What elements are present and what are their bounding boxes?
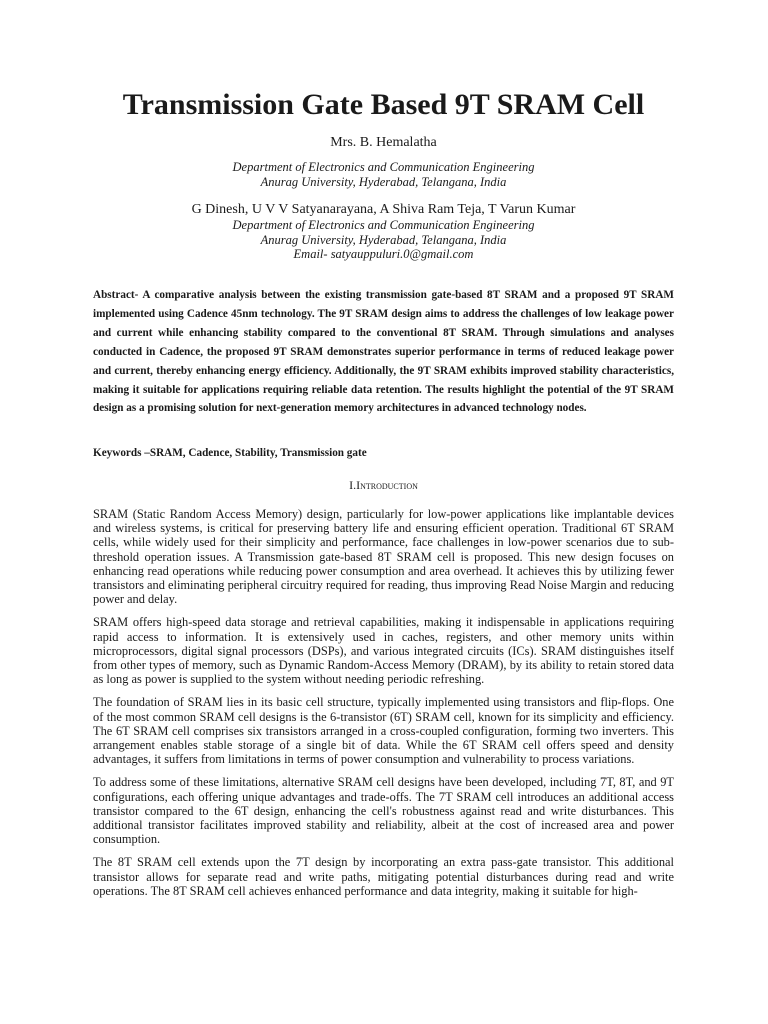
paragraph: SRAM (Static Random Access Memory) design, particularly for low-power applications like implantable devices and wireless systems, is critical for preserving battery life and ensuring efficient operation. Traditional 6T SRAM cells, while widely used for their simplicity and performance, face challenges in low-power scenarios due to sub-threshold operation issues. A Transmission gate-based 8T SRAM cell is proposed. This new design focuses on enhancing read operations while reducing power consumption and area overhead. It achieves this by utilizing fewer transistors and eliminating peripheral circuitry required for reading, thus improving Read Noise Margin and reducing power and delay. [93,507,674,607]
affiliation-university: Anurag University, Hyderabad, Telangana, India [260,232,507,247]
author-email: Email- satyauppuluri.0@gmail.com [293,247,474,261]
co-authors: G Dinesh, U V V Satyanarayana, A Shiva Ram Teja, T Varun Kumar [191,202,576,217]
main-author: Mrs. B. Hemalatha [330,135,437,150]
paragraph: SRAM offers high-speed data storage and retrieval capabilities, making it indispensable in applications requiring rapid access to information. It is extensively used in caches, registers, and other memory units within microprocessors, digital signal processors (DSPs), and various integrated circuits (ICs). SRAM distinguishes itself from other types of memory, such as Dynamic Random-Access Memory (DRAM), by its ability to retain stored data as long as power is supplied to the system without needing periodic refreshing. [93,615,674,687]
paragraph: To address some of these limitations, alternative SRAM cell designs have been developed, including 7T, 8T, and 9T configurations, each offering unique advantages and trade-offs. The 7T SRAM cell introduces an additional access transistor compared to the 6T design, enhancing the cell's robustness against read and write disturbances. This additional transistor facilitates improved stability and reliability, albeit at the cost of increased area and power consumption. [93,775,674,847]
paper-title: Transmission Gate Based 9T SRAM Cell [122,88,645,121]
affiliation-department: Department of Electronics and Communication Engineering [232,218,535,232]
affiliation-department: Department of Electronics and Communication Engineering [232,160,535,174]
paragraph: The foundation of SRAM lies in its basic cell structure, typically implemented using transistors and flip-flops. One of the most common SRAM cell designs is the 6-transistor (6T) SRAM cell, known for its simplicity and efficiency. The 6T SRAM cell comprises six transistors arranged in a cross-coupled configuration, forming two inverters. This arrangement enables stable storage of a single bit of data. While the 6T SRAM cell offers speed and density advantages, it suffers from limitations in terms of power consumption and vulnerability to process variations. [93,695,674,767]
affiliation-university: Anurag University, Hyderabad, Telangana, India [260,174,507,189]
affiliation-block-2 [93,218,674,262]
section-heading-introduction: I.Introduction [349,478,418,492]
abstract: Abstract- A comparative analysis between the existing transmission gate-based 8T SRAM and a proposed 9T SRAM implemented using Cadence 45nm technology. The 9T SRAM design aims to address the challenges of low leakage power and current while enhancing stability compared to the conventional 8T SRAM. Through simulations and analyses conducted in Cadence, the proposed 9T SRAM demonstrates superior performance in terms of reduced leakage power and current, thereby enhancing energy efficiency. Additionally, the 9T SRAM exhibits improved stability characteristics, making it suitable for applications requiring reliable data retention. The results highlight the potential of the 9T SRAM design as a promising solution for next-generation memory architectures in advanced technology nodes. [93,289,674,415]
paragraph: The 8T SRAM cell extends upon the 7T design by incorporating an extra pass-gate transistor. This additional transistor allows for separate read and write paths, mitigating potential disturbances during read and write operations. The 8T SRAM cell achieves enhanced performance and data integrity, making it suitable for high- [93,855,674,898]
keywords: Keywords –SRAM, Cadence, Stability, Transmission gate [93,447,367,459]
introduction-body [93,507,674,907]
affiliation-block-1 [93,160,674,189]
